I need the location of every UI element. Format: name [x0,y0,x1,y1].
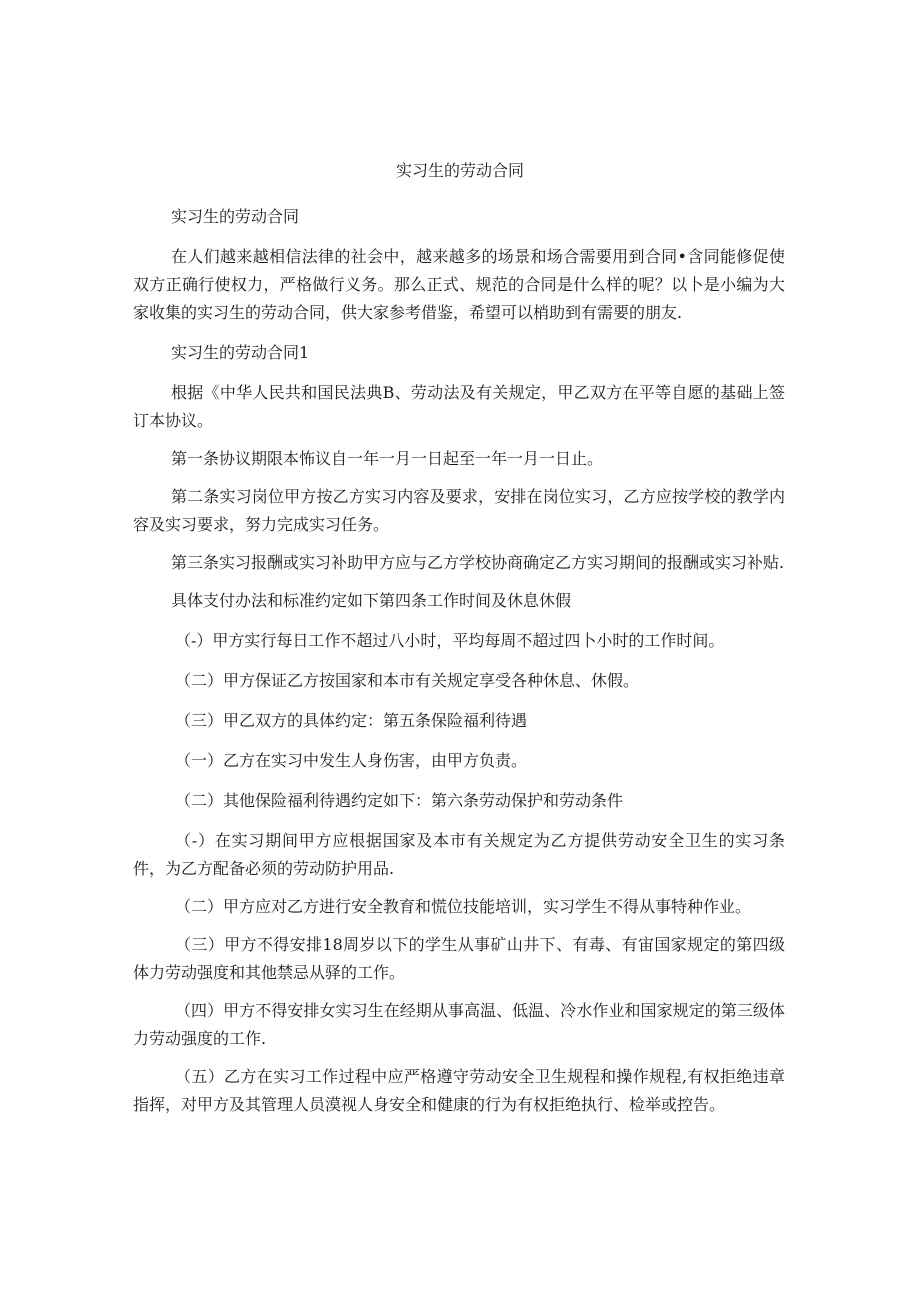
paragraph: 第三条实习报酬或实习补助甲方应与乙方学校协商确定乙方实习期间的报酬或实习补贴. [171,553,785,572]
document-body [133,203,785,1119]
paragraph: （五）乙方在实习工作过程中应严格遵守劳动安全卫生规程和操作规程,有权拒绝违章指挥，对甲方及其管理人员漠视人身安全和健康的行为有权拒绝执行、检举或控告。 [133,1067,785,1114]
paragraph: （二）甲方保证乙方按国家和本市有关规定享受各种休息、休假。 [175,671,640,690]
paragraph: 在人们越来越相信法律的社会中，越来越多的场景和场合需要用到合同•含同能修促使双方正确行使权力，严格做行义务。那么正式、规范的合同是什么样的呢？以卜是小编为大家收集的实习生的劳动合同，供大家参考借鉴，希望可以梢助到有需要的朋友. [133,247,785,322]
document-title: 实习生的劳动合同 [395,161,524,180]
paragraph: （四）甲方不得安排女实习生在经期从事高温、低温、冷水作业和国家规定的第三级体力劳动强度的工作. [133,1001,785,1048]
paragraph: 根据《中华人民共和国民法典B、劳动法及有关规定，甲乙双方在平等自愿的基础上签订本协议。 [133,383,785,430]
paragraph: （三）甲方不得安排18周岁以下的学生从事矿山井下、有毒、有宙国家规定的第四级体力劳动强度和其他禁忌从驿的工作。 [133,935,785,982]
paragraph: （二）其他保险福利待遇约定如下：第六条劳动保护和劳动条件 [175,791,624,810]
paragraph: 具体支付办法和标准约定如下第四条工作时间及休息休假 [171,591,572,610]
paragraph: 第二条实习岗位甲方按乙方实习内容及要求，安排在岗位实习，乙方应按学校的教学内容及实习要求，努力完成实习任务。 [133,487,785,534]
paragraph: 实习生的劳动合同1 [171,343,310,362]
paragraph: （-）甲方实行每日工作不超过八小时，平均每周不超过四卜小时的工作时间。 [175,631,725,650]
paragraph: （-）在实习期间甲方应根据国家及本市有关规定为乙方提供劳动安全卫生的实习条件，为乙方配备必须的劳动防护用品. [133,831,785,878]
paragraph: 第一条协议期限本怖议自一年一月一日起至一年一月一日止。 [171,449,604,468]
paragraph: 实习生的劳动合同 [171,207,300,226]
paragraph: （二）甲方应对乙方进行安全教育和慌位技能培训，实习学生不得从事特种作业。 [175,897,752,916]
paragraph: （三）甲乙双方的具体约定：第五条保险福利待遇 [175,711,528,730]
paragraph: （一）乙方在实习中发生人身伤害，由甲方负责。 [175,751,528,770]
